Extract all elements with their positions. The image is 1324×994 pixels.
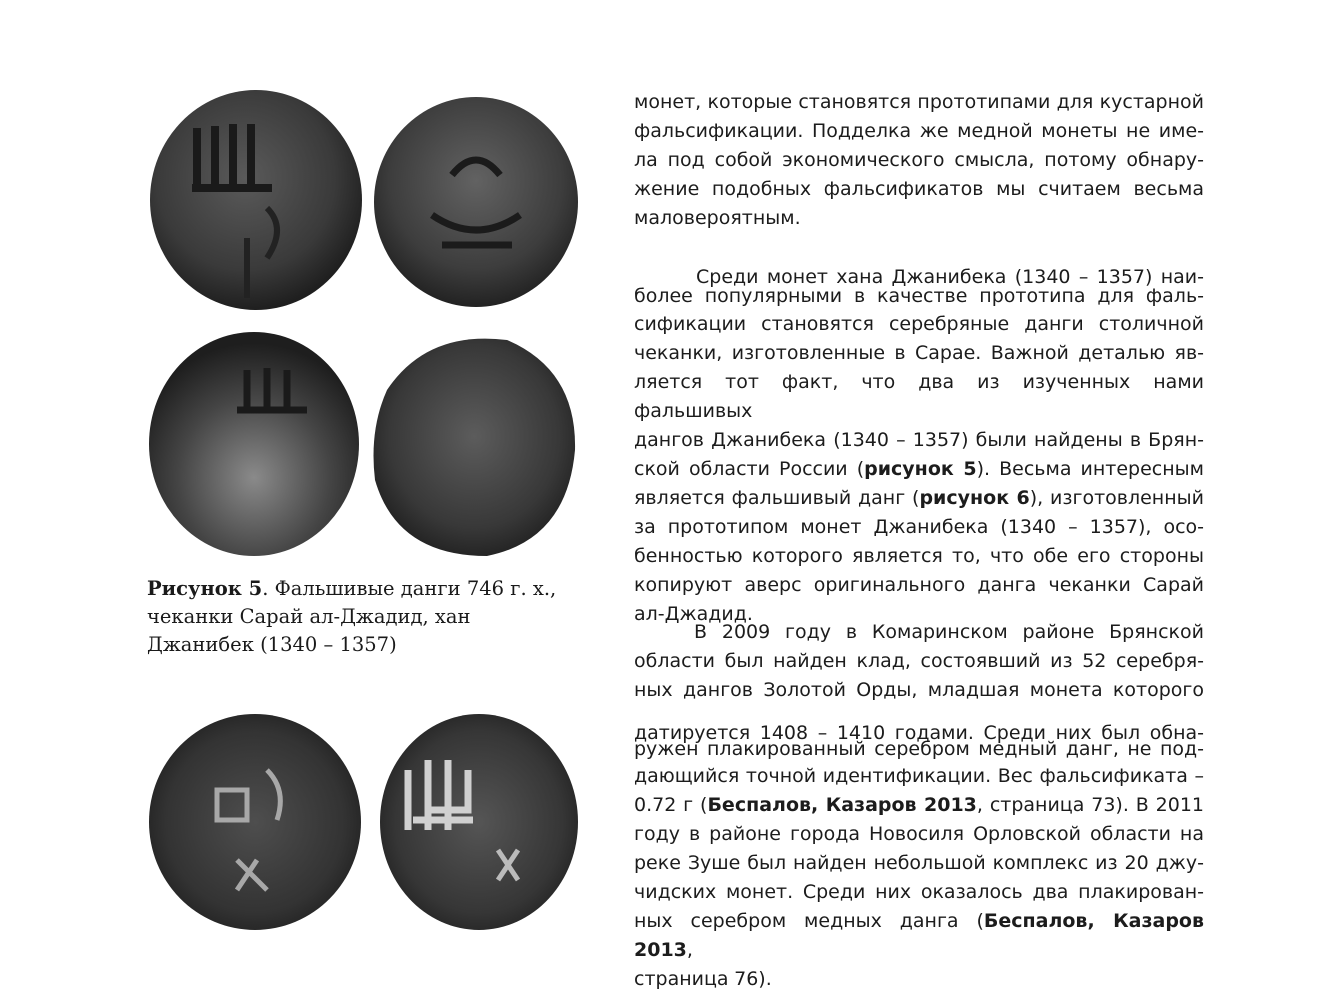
text-line: маловероятным. xyxy=(634,207,801,229)
coin-image-5 xyxy=(147,710,363,930)
text-line: ляется тот факт, что два из изученных нами фальшивых xyxy=(634,371,1204,422)
text-line: является фальшивый данг (рисунок 6), изготовленный xyxy=(634,487,1204,509)
paragraph-3-line-a: датируется 1408 – 1410 годами. Среди них был обна- xyxy=(634,722,1204,744)
coin-image-4 xyxy=(367,330,579,558)
text-line: области был найден клад, состоявший из 52 серебря- xyxy=(634,650,1204,672)
text-line: ных серебром медных данга (Беспалов, Казаров 2013, xyxy=(634,910,1205,961)
paragraph-1 xyxy=(634,88,1204,233)
citation: Беспалов, Казаров 2013 xyxy=(707,794,977,816)
paragraph-3-line-b: ружен плакированный серебром медный данг, не под- xyxy=(634,738,1204,760)
text-line: В 2009 году в Комаринском районе Брянской xyxy=(694,621,1204,643)
text-line: ных дангов Золотой Орды, младшая монета которого xyxy=(634,679,1204,701)
paragraph-2-line-2: более популярными в качестве прототипа для фаль- xyxy=(634,285,1204,307)
coin-image-1 xyxy=(147,88,365,313)
coin-image-2 xyxy=(372,95,580,310)
text-line: жение подобных фальсификатов мы считаем весьма xyxy=(634,178,1204,200)
coin-image-3 xyxy=(147,330,361,558)
text-line: фальсификации. Подделка же медной монеты не име- xyxy=(634,120,1204,142)
text-line: чеканки, изготовленные в Сарае. Важной деталью яв- xyxy=(634,342,1204,364)
citation: Беспалов, Казаров 2013 xyxy=(634,910,1205,961)
paragraph-2 xyxy=(634,310,1204,629)
text-line: ла под собой экономического смысла, потому обнару- xyxy=(634,149,1204,171)
text-line: монет, которые становятся прототипами для кустарной xyxy=(634,91,1204,113)
figure-5-label: Рисунок 5 xyxy=(147,577,263,600)
text-line: копируют аверс оригинального данга чеканки Сарай xyxy=(634,574,1204,596)
text-line: чидских монет. Среди них оказалось два плакирован- xyxy=(634,881,1204,903)
text-line: сификации становятся серебряные данги столичной xyxy=(634,313,1204,335)
text-line: году в районе города Новосиля Орловской области на xyxy=(634,823,1204,845)
paragraph-3 xyxy=(634,618,1204,705)
coin-image-6 xyxy=(378,710,580,930)
figure-6-reference: рисунок 6 xyxy=(919,487,1030,509)
paragraph-3-cont xyxy=(634,762,1204,994)
figure-5-caption-text: . Фальшивые данги 746 г. х., чеканки Сарай ал-Джадид, хан Джанибек (1340 – 1357) xyxy=(147,577,557,656)
paragraph-2-line-1: Среди монет хана Джанибека (1340 – 1357) наи- xyxy=(696,266,1204,288)
text-line: 0.72 г (Беспалов, Казаров 2013, страница 73). В 2011 xyxy=(634,794,1205,816)
figure-5-reference: рисунок 5 xyxy=(864,458,977,480)
text-line: дангов Джанибека (1340 – 1357) были найдены в Брян- xyxy=(634,429,1204,451)
text-line: реке Зуше был найден небольшой комплекс из 20 джу- xyxy=(634,852,1204,874)
text-line: страница 76). xyxy=(634,968,772,990)
text-line: ской области России (рисунок 5). Весьма интересным xyxy=(634,458,1204,480)
text-line: бенностью которого является то, что обе его стороны xyxy=(634,545,1204,567)
text-line: за прототипом монет Джанибека (1340 – 1357), осо- xyxy=(634,516,1204,538)
text-line: дающийся точной идентификации. Вес фальсификата – xyxy=(634,765,1204,787)
text-line: ал-Джадид. xyxy=(634,603,753,625)
figure-5-caption xyxy=(147,575,577,659)
